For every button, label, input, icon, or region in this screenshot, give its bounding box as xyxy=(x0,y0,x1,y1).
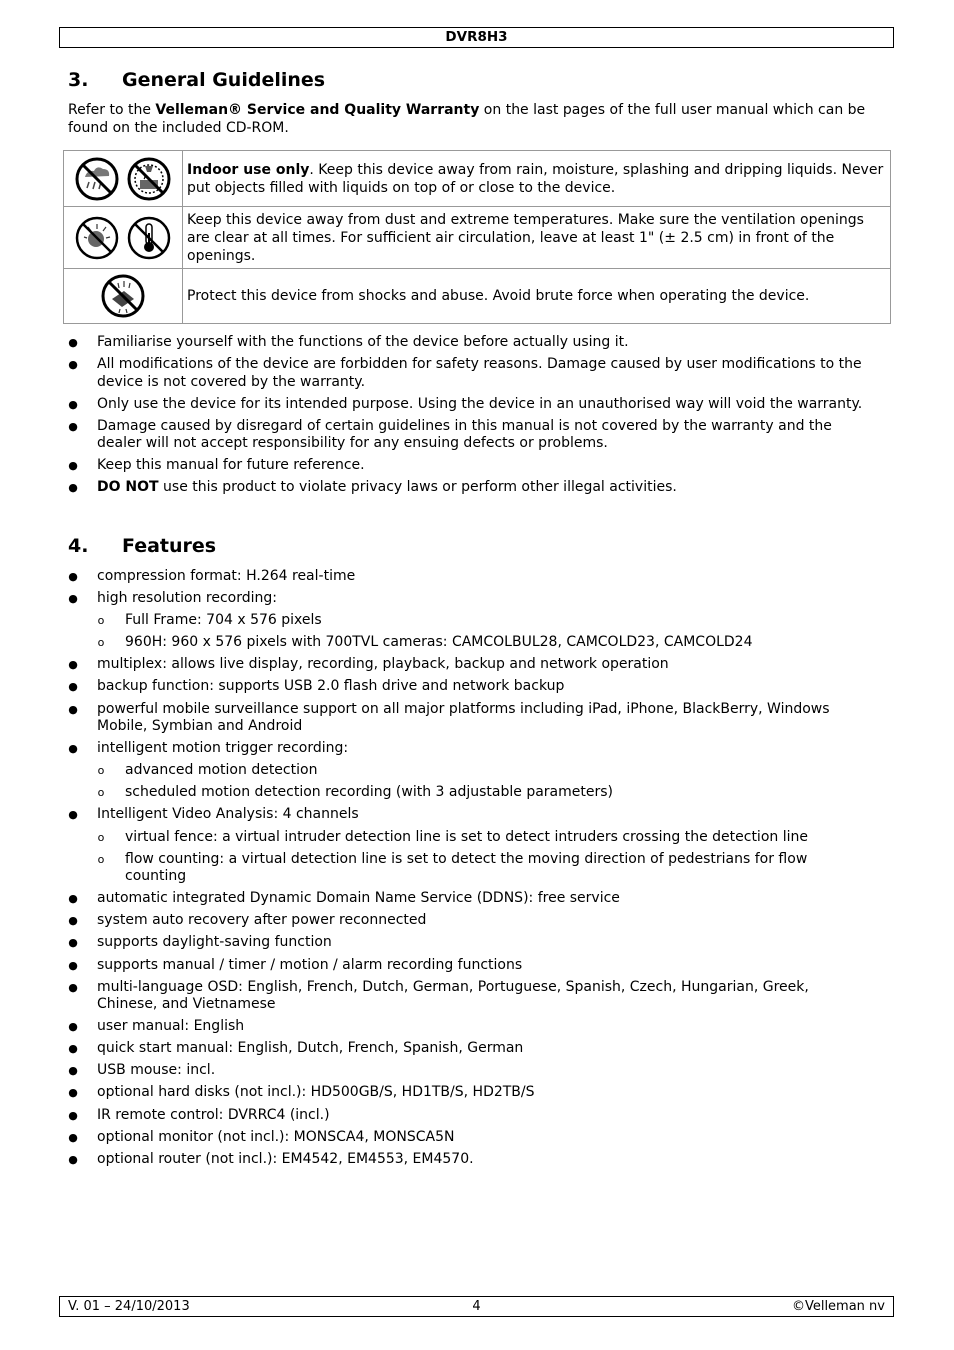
page-header-model: DVR8H3 xyxy=(59,27,894,48)
list-item: ● backup function: supports USB 2.0 flash drive and network backup xyxy=(68,678,565,695)
page-footer xyxy=(59,1296,894,1317)
sub-list-item: o advanced motion detection xyxy=(97,762,318,779)
list-item: ● compression format: H.264 real-time xyxy=(68,568,356,584)
section-number: 4. xyxy=(68,535,89,557)
list-item-text: optional hard disks (not incl.): HD500GB/S, HD1TB/S, HD2TB/S xyxy=(97,1084,535,1101)
list-item: ● multi-language OSD: English, French, Dutch, German, Portuguese, Spanish, Czech, Hungarian, Greek, Chinese, and Vietnamese xyxy=(68,978,809,1013)
list-item-text: virtual fence: a virtual intruder detection line is set to detect intruders crossing the detection line xyxy=(125,828,808,845)
list-item-text: automatic integrated Dynamic Domain Name Service (DDNS): free service xyxy=(97,890,620,907)
indoor-use-text: . Keep this device away from rain, moisture, splashing and dripping liquids. Never put objects filled with liquids on top of or close to the device. xyxy=(187,161,884,196)
no-shocks-icon xyxy=(100,273,146,319)
sub-list-item: o scheduled motion detection recording (with 3 adjustable parameters) xyxy=(97,784,614,801)
list-item-text: intelligent motion trigger recording: xyxy=(97,740,349,757)
list-item: ● system auto recovery after power reconnected xyxy=(68,912,427,929)
list-item: ● intelligent motion trigger recording: xyxy=(68,740,349,757)
list-item: ● IR remote control: DVRRC4 (incl.) xyxy=(68,1106,330,1123)
icon-cell xyxy=(64,207,183,269)
list-item-text: IR remote control: DVRRC4 (incl.) xyxy=(97,1106,330,1123)
no-rain-icon xyxy=(74,156,120,202)
section-title: General Guidelines xyxy=(122,69,326,91)
list-item-text: Familiarise yourself with the functions of the device before actually using it. xyxy=(97,334,629,350)
list-item-text: scheduled motion detection recording (with 3 adjustable parameters) xyxy=(125,784,614,801)
list-item: ● supports manual / timer / motion / alarm recording functions xyxy=(68,956,523,973)
list-item-text: 960H: 960 x 576 pixels with 700TVL cameras: CAMCOLBUL28, CAMCOLD23, CAMCOLD24 xyxy=(125,634,753,651)
list-item-text: optional monitor (not incl.): MONSCA4, MONSCA5N xyxy=(97,1128,455,1145)
sub-list-item: o flow counting: a virtual detection line is set to detect the moving direction of pedestrians for flow counting xyxy=(97,850,808,885)
features-list xyxy=(68,568,868,1173)
list-item-text: multi-language OSD: English, French, Dutch, German, Portuguese, Spanish, Czech, Hungarian, Greek, Chinese, and Vietnamese xyxy=(97,978,809,1013)
no-liquids-icon xyxy=(126,156,172,202)
list-item: ● optional hard disks (not incl.): HD500GB/S, HD1TB/S, HD2TB/S xyxy=(68,1084,535,1101)
list-item: ● high resolution recording: xyxy=(68,590,278,607)
footer-version: V. 01 – 24/10/2013 xyxy=(68,1299,190,1314)
table-row xyxy=(64,269,891,324)
list-item-text: high resolution recording: xyxy=(97,590,278,607)
list-item-text: use this product to violate privacy laws or perform other illegal activities. xyxy=(158,479,677,495)
section-4-heading xyxy=(68,535,216,557)
table-row xyxy=(64,207,891,269)
icon-cell xyxy=(64,151,183,207)
intro-text-pre: Refer to the xyxy=(68,102,156,118)
list-item: ● Damage caused by disregard of certain guidelines in this manual is not covered by the warranty and the dealer will not accept responsibility for any ensuing defects or problems. xyxy=(68,417,832,451)
footer-page-number: 4 xyxy=(472,1299,481,1314)
sub-list-item: o Full Frame: 704 x 576 pixels xyxy=(97,612,322,629)
footer-copyright: ©Velleman nv xyxy=(791,1299,885,1314)
list-item-text: Keep this manual for future reference. xyxy=(97,457,365,473)
list-item: ● Familiarise yourself with the functions of the device before actually using it. xyxy=(68,334,629,350)
list-item: ● multiplex: allows live display, recording, playback, backup and network operation xyxy=(68,656,669,673)
list-item: ● automatic integrated Dynamic Domain Name Service (DDNS): free service xyxy=(68,890,620,907)
table-row xyxy=(64,151,891,207)
list-item: ● optional router (not incl.): EM4542, EM4553, EM4570. xyxy=(68,1150,474,1167)
list-item-text: advanced motion detection xyxy=(125,762,318,779)
sub-list-item: o virtual fence: a virtual intruder detection line is set to detect intruders crossing the detection line xyxy=(97,828,808,845)
no-extreme-temperature-icon xyxy=(126,215,172,261)
list-item: ● DO NOT use this product to violate privacy laws or perform other illegal activities. xyxy=(68,479,677,495)
list-item-text: Only use the device for its intended purpose. Using the device in an unauthorised way will void the warranty. xyxy=(97,395,863,412)
list-item-text: Full Frame: 704 x 576 pixels xyxy=(125,612,322,629)
intro-paragraph xyxy=(68,101,888,137)
section-number: 3. xyxy=(68,69,89,91)
icon-cell xyxy=(64,269,183,324)
list-item-text: compression format: H.264 real-time xyxy=(97,568,356,584)
intro-text-post: on the last pages of the full user manual which can be found on the included CD-ROM. xyxy=(68,102,866,136)
list-item-text: USB mouse: incl. xyxy=(97,1062,216,1079)
section-3-heading xyxy=(68,69,325,91)
list-item-text: multiplex: allows live display, recording, playback, backup and network operation xyxy=(97,656,669,673)
list-item: ● quick start manual: English, Dutch, French, Spanish, German xyxy=(68,1040,524,1057)
list-item-text: backup function: supports USB 2.0 flash drive and network backup xyxy=(97,678,565,695)
list-item: ● powerful mobile surveillance support on all major platforms including iPad, iPhone, BlackBerry, Windows Mobile, Symbian and Android xyxy=(68,700,830,735)
list-item: ● All modifications of the device are forbidden for safety reasons. Damage caused by user modifications to the device is not covered by the warranty. xyxy=(68,356,862,390)
list-item-text: quick start manual: English, Dutch, French, Spanish, German xyxy=(97,1040,524,1057)
list-item: ● supports daylight-saving function xyxy=(68,934,332,951)
table-text-cell: Keep this device away from dust and extreme temperatures. Make sure the ventilation openings are clear at all times. For sufficient air circulation, leave at least 1" (± 2.5 cm) in front of the openings. xyxy=(183,207,891,269)
list-item-text: flow counting: a virtual detection line is set to detect the moving direction of pedestrians for flow counting xyxy=(125,850,808,885)
list-item-text: Damage caused by disregard of certain guidelines in this manual is not covered by the warranty and the dealer will not accept responsibility for any ensuing defects or problems. xyxy=(97,417,832,451)
guidelines-list xyxy=(68,334,868,497)
no-dust-icon xyxy=(74,215,120,261)
sub-list-item: o 960H: 960 x 576 pixels with 700TVL cameras: CAMCOLBUL28, CAMCOLD23, CAMCOLD24 xyxy=(97,634,753,651)
section-title: Features xyxy=(122,535,217,557)
indoor-use-label: Indoor use only xyxy=(187,161,310,178)
list-item-text: user manual: English xyxy=(97,1018,245,1035)
list-item: ● Intelligent Video Analysis: 4 channels xyxy=(68,806,359,823)
list-item-text: All modifications of the device are forbidden for safety reasons. Damage caused by user modifications to the device is not covered by the warranty. xyxy=(97,356,862,390)
list-item: ● Only use the device for its intended purpose. Using the device in an unauthorised way will void the warranty. xyxy=(68,395,863,412)
list-item-text: supports daylight-saving function xyxy=(97,934,332,951)
list-item-text: supports manual / timer / motion / alarm recording functions xyxy=(97,956,523,973)
list-item: ● user manual: English xyxy=(68,1018,245,1035)
do-not-label: DO NOT xyxy=(97,479,159,495)
list-item: ● optional monitor (not incl.): MONSCA4, MONSCA5N xyxy=(68,1128,455,1145)
table-text-cell: Protect this device from shocks and abuse. Avoid brute force when operating the device. xyxy=(183,269,891,324)
safety-icons-table xyxy=(63,150,891,324)
list-item-text: powerful mobile surveillance support on all major platforms including iPad, iPhone, BlackBerry, Windows Mobile, Symbian and Android xyxy=(97,700,830,735)
list-item-text: optional router (not incl.): EM4542, EM4553, EM4570. xyxy=(97,1150,474,1167)
list-item: ● USB mouse: incl. xyxy=(68,1062,216,1079)
list-item-text: system auto recovery after power reconnected xyxy=(97,912,427,929)
table-text-cell xyxy=(183,151,891,207)
list-item: ● Keep this manual for future reference. xyxy=(68,457,365,473)
list-item-text: Intelligent Video Analysis: 4 channels xyxy=(97,806,359,823)
warranty-name: Velleman® Service and Quality Warranty xyxy=(155,102,480,118)
